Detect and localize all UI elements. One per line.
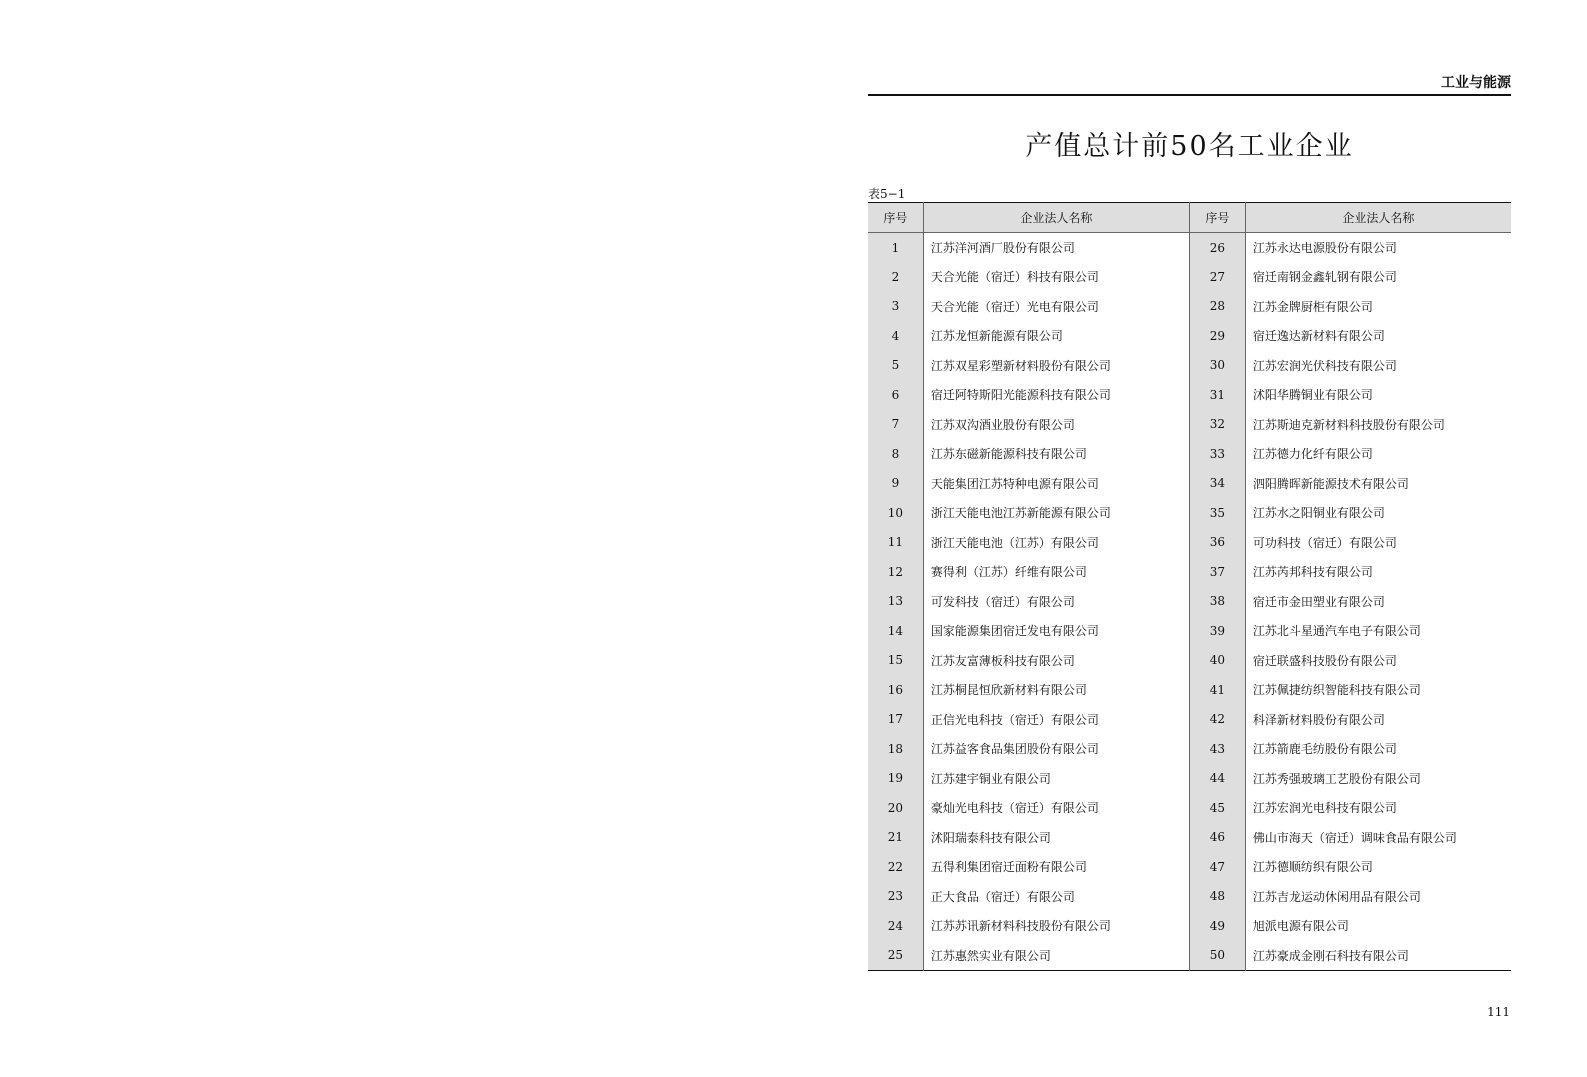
enterprise-name-right: 江苏吉龙运动休闲用品有限公司	[1245, 882, 1511, 912]
table-row	[868, 380, 1511, 410]
enterprise-name-right: 可功科技（宿迁）有限公司	[1245, 528, 1511, 558]
table-row	[868, 498, 1511, 528]
row-number-right: 30	[1189, 351, 1245, 381]
table-row	[868, 233, 1511, 263]
table-row	[868, 941, 1511, 971]
row-number-right: 31	[1189, 380, 1245, 410]
enterprise-name-right: 宿迁逸达新材料有限公司	[1245, 321, 1511, 351]
enterprise-name-left: 正信光电科技（宿迁）有限公司	[923, 705, 1189, 735]
enterprise-name-left: 沭阳瑞泰科技有限公司	[923, 823, 1189, 853]
row-number-left: 3	[868, 292, 923, 322]
row-number-right: 33	[1189, 439, 1245, 469]
table-row	[868, 439, 1511, 469]
table-row	[868, 646, 1511, 676]
column-header-name-right: 企业法人名称	[1245, 203, 1511, 233]
enterprise-name-left: 江苏友富薄板科技有限公司	[923, 646, 1189, 676]
table-row	[868, 852, 1511, 882]
row-number-left: 10	[868, 498, 923, 528]
enterprise-name-left: 天合光能（宿迁）科技有限公司	[923, 262, 1189, 292]
row-number-left: 12	[868, 557, 923, 587]
enterprise-name-left: 正大食品（宿迁）有限公司	[923, 882, 1189, 912]
enterprise-name-right: 旭派电源有限公司	[1245, 911, 1511, 941]
enterprise-name-right: 江苏宏润光电科技有限公司	[1245, 793, 1511, 823]
row-number-left: 7	[868, 410, 923, 440]
page-title: 产值总计前50名工业企业	[1025, 131, 1354, 162]
row-number-right: 36	[1189, 528, 1245, 558]
row-number-right: 34	[1189, 469, 1245, 499]
row-number-right: 45	[1189, 793, 1245, 823]
row-number-left: 13	[868, 587, 923, 617]
enterprise-name-right: 江苏箭鹿毛纺股份有限公司	[1245, 734, 1511, 764]
table-header-row	[868, 203, 1511, 233]
table-row	[868, 764, 1511, 794]
row-number-left: 1	[868, 233, 923, 263]
table-row	[868, 675, 1511, 705]
row-number-right: 35	[1189, 498, 1245, 528]
row-number-left: 6	[868, 380, 923, 410]
enterprise-name-left: 五得利集团宿迁面粉有限公司	[923, 852, 1189, 882]
column-header-number-left: 序号	[868, 203, 923, 233]
enterprise-name-left: 宿迁阿特斯阳光能源科技有限公司	[923, 380, 1189, 410]
enterprise-name-left: 江苏惠然实业有限公司	[923, 941, 1189, 971]
row-number-left: 20	[868, 793, 923, 823]
enterprise-name-left: 天能集团江苏特种电源有限公司	[923, 469, 1189, 499]
enterprise-name-right: 江苏水之阳铜业有限公司	[1245, 498, 1511, 528]
table-row	[868, 705, 1511, 735]
enterprise-name-right: 江苏佩捷纺织智能科技有限公司	[1245, 675, 1511, 705]
enterprise-name-left: 天合光能（宿迁）光电有限公司	[923, 292, 1189, 322]
row-number-left: 8	[868, 439, 923, 469]
enterprise-name-right: 佛山市海天（宿迁）调味食品有限公司	[1245, 823, 1511, 853]
enterprise-name-left: 浙江天能电池江苏新能源有限公司	[923, 498, 1189, 528]
row-number-right: 38	[1189, 587, 1245, 617]
enterprise-name-right: 江苏德力化纤有限公司	[1245, 439, 1511, 469]
row-number-right: 50	[1189, 941, 1245, 971]
enterprise-name-left: 江苏益客食品集团股份有限公司	[923, 734, 1189, 764]
table-row	[868, 292, 1511, 322]
row-number-left: 22	[868, 852, 923, 882]
enterprise-name-left: 江苏双沟酒业股份有限公司	[923, 410, 1189, 440]
row-number-left: 2	[868, 262, 923, 292]
table-row	[868, 823, 1511, 853]
enterprise-name-right: 江苏斯迪克新材料科技股份有限公司	[1245, 410, 1511, 440]
table-row	[868, 587, 1511, 617]
row-number-left: 23	[868, 882, 923, 912]
table-row	[868, 882, 1511, 912]
enterprise-name-left: 国家能源集团宿迁发电有限公司	[923, 616, 1189, 646]
table-row	[868, 528, 1511, 558]
row-number-right: 46	[1189, 823, 1245, 853]
table-row	[868, 557, 1511, 587]
table-row	[868, 321, 1511, 351]
row-number-left: 18	[868, 734, 923, 764]
enterprise-name-right: 江苏永达电源股份有限公司	[1245, 233, 1511, 263]
enterprise-name-left: 豪灿光电科技（宿迁）有限公司	[923, 793, 1189, 823]
row-number-right: 32	[1189, 410, 1245, 440]
row-number-right: 44	[1189, 764, 1245, 794]
table-row	[868, 410, 1511, 440]
enterprise-name-left: 江苏桐昆恒欣新材料有限公司	[923, 675, 1189, 705]
enterprise-name-left: 江苏双星彩塑新材料股份有限公司	[923, 351, 1189, 381]
enterprise-name-left: 赛得利（江苏）纤维有限公司	[923, 557, 1189, 587]
row-number-left: 15	[868, 646, 923, 676]
enterprise-name-right: 江苏芮邦科技有限公司	[1245, 557, 1511, 587]
enterprise-name-left: 可发科技（宿迁）有限公司	[923, 587, 1189, 617]
row-number-right: 27	[1189, 262, 1245, 292]
enterprise-name-left: 浙江天能电池（江苏）有限公司	[923, 528, 1189, 558]
enterprise-name-right: 江苏北斗星通汽车电子有限公司	[1245, 616, 1511, 646]
row-number-right: 48	[1189, 882, 1245, 912]
enterprise-name-right: 江苏宏润光伏科技有限公司	[1245, 351, 1511, 381]
enterprise-name-left: 江苏苏讯新材料科技股份有限公司	[923, 911, 1189, 941]
row-number-left: 4	[868, 321, 923, 351]
table-row	[868, 734, 1511, 764]
row-number-left: 14	[868, 616, 923, 646]
row-number-right: 28	[1189, 292, 1245, 322]
row-number-right: 40	[1189, 646, 1245, 676]
enterprise-name-right: 江苏德顺纺织有限公司	[1245, 852, 1511, 882]
enterprise-name-right: 江苏金牌厨柜有限公司	[1245, 292, 1511, 322]
enterprise-name-right: 宿迁联盛科技股份有限公司	[1245, 646, 1511, 676]
enterprise-name-right: 江苏豪成金刚石科技有限公司	[1245, 941, 1511, 971]
table-row	[868, 469, 1511, 499]
row-number-left: 24	[868, 911, 923, 941]
row-number-left: 25	[868, 941, 923, 971]
row-number-right: 39	[1189, 616, 1245, 646]
table-row	[868, 262, 1511, 292]
row-number-right: 47	[1189, 852, 1245, 882]
row-number-left: 16	[868, 675, 923, 705]
section-header: 工业与能源	[1441, 75, 1511, 91]
row-number-left: 19	[868, 764, 923, 794]
table-row	[868, 793, 1511, 823]
enterprise-name-right: 宿迁市金田塑业有限公司	[1245, 587, 1511, 617]
row-number-left: 17	[868, 705, 923, 735]
enterprise-name-left: 江苏龙恒新能源有限公司	[923, 321, 1189, 351]
table-row	[868, 911, 1511, 941]
row-number-left: 21	[868, 823, 923, 853]
row-number-right: 41	[1189, 675, 1245, 705]
page-number: 111	[1487, 1005, 1510, 1019]
row-number-left: 5	[868, 351, 923, 381]
row-number-left: 9	[868, 469, 923, 499]
enterprise-name-right: 宿迁南钢金鑫轧钢有限公司	[1245, 262, 1511, 292]
row-number-right: 37	[1189, 557, 1245, 587]
table-row	[868, 616, 1511, 646]
table-row	[868, 351, 1511, 381]
enterprise-name-left: 江苏东磁新能源科技有限公司	[923, 439, 1189, 469]
enterprise-name-right: 江苏秀强玻璃工艺股份有限公司	[1245, 764, 1511, 794]
enterprise-name-right: 沭阳华腾铜业有限公司	[1245, 380, 1511, 410]
enterprise-name-left: 江苏建宇铜业有限公司	[923, 764, 1189, 794]
column-header-name-left: 企业法人名称	[923, 203, 1189, 233]
row-number-right: 29	[1189, 321, 1245, 351]
enterprise-name-right: 泗阳腾晖新能源技术有限公司	[1245, 469, 1511, 499]
table-label: 表5−1	[868, 187, 906, 201]
enterprise-table	[868, 202, 1511, 971]
header-rule	[868, 94, 1511, 96]
column-header-number-right: 序号	[1189, 203, 1245, 233]
row-number-right: 42	[1189, 705, 1245, 735]
row-number-right: 49	[1189, 911, 1245, 941]
enterprise-name-right: 科泽新材料股份有限公司	[1245, 705, 1511, 735]
row-number-right: 43	[1189, 734, 1245, 764]
row-number-left: 11	[868, 528, 923, 558]
enterprise-name-left: 江苏洋河酒厂股份有限公司	[923, 233, 1189, 263]
row-number-right: 26	[1189, 233, 1245, 263]
